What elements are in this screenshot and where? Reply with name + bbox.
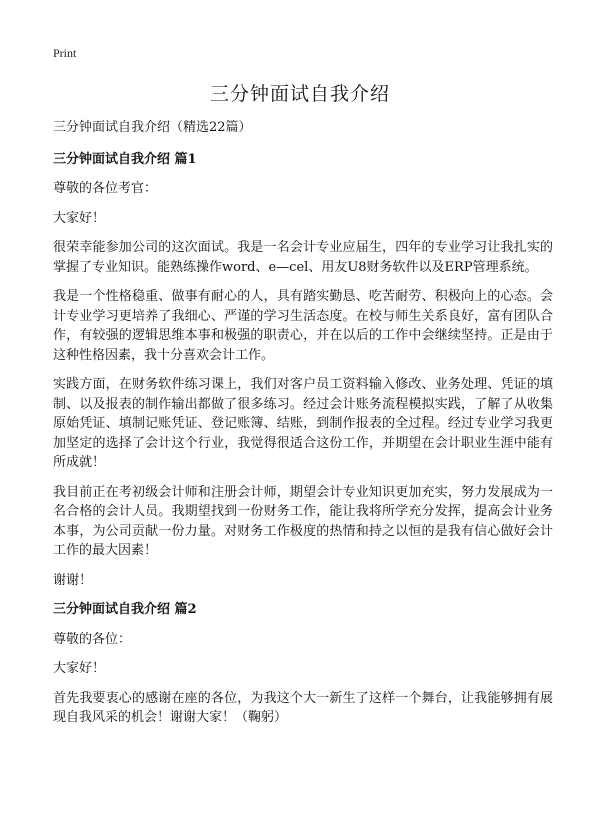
- paragraph-hello: 大家好！: [53, 661, 106, 676]
- document-body: [53, 118, 553, 738]
- print-link[interactable]: Print: [53, 46, 77, 60]
- paragraph-greeting: 尊敬的各位：: [53, 631, 132, 647]
- section-heading-2: 三分钟面试自我介绍 篇2: [53, 602, 197, 617]
- paragraph: 很荣幸能参加公司的这次面试。我是一名会计专业应届生，四年的专业学习让我扎实的掌握了专业知识。能熟练操作word、e—cel、用友U8财务软件以及ERP管理系统。: [53, 240, 553, 275]
- document-title: 三分钟面试自我介绍: [209, 83, 390, 105]
- paragraph: 我目前正在考初级会计师和注册会计师，期望会计专业知识更加充实，努力发展成为一名合格的会计人员。我期望找到一份财务工作，能让我将所学充分发挥，提高会计业务本事，为公司贡献一份力量。对财务工作极度的热情和持之以恒的是我有信心做好会计工作的最大因素！: [53, 484, 553, 558]
- paragraph-thanks: 谢谢！: [53, 572, 93, 588]
- paragraph: 实践方面，在财务软件练习课上，我们对客户员工资料输入修改、业务处理、凭证的填制、以及报表的制作输出都做了很多练习。经过会计账务流程模拟实践，了解了从收集原始凭证、填制记账凭证、登记账簿、结账，到制作报表的全过程。经过专业学习我更加坚定的选择了会计这个行业，我觉得很适合这份工作，并期望在会计职业生涯中能有所成就！: [53, 377, 553, 470]
- paragraph: 首先我要衷心的感谢在座的各位，为我这个大一新生了这样一个舞台，让我能够拥有展现自我风采的机会！谢谢大家！（鞠躬）: [53, 690, 553, 725]
- section-heading-1: 三分钟面试自我介绍 篇1: [53, 151, 197, 167]
- paragraph-hello: 大家好！: [53, 210, 106, 226]
- document-subtitle: 三分钟面试自我介绍（精选22篇）: [53, 120, 252, 135]
- paragraph-greeting: 尊敬的各位考官：: [53, 181, 158, 196]
- paragraph: 我是一个性格稳重、做事有耐心的人，具有踏实勤恳、吃苦耐劳、积极向上的心态。会计专业学习更培养了我细心、严谨的学习生活态度。在校与师生关系良好，富有团队合作，有较强的逻辑思维本事和极强的职责心，并在以后的工作中会继续坚持。正是由于这种性格因素，我十分喜欢会计工作。: [53, 289, 553, 363]
